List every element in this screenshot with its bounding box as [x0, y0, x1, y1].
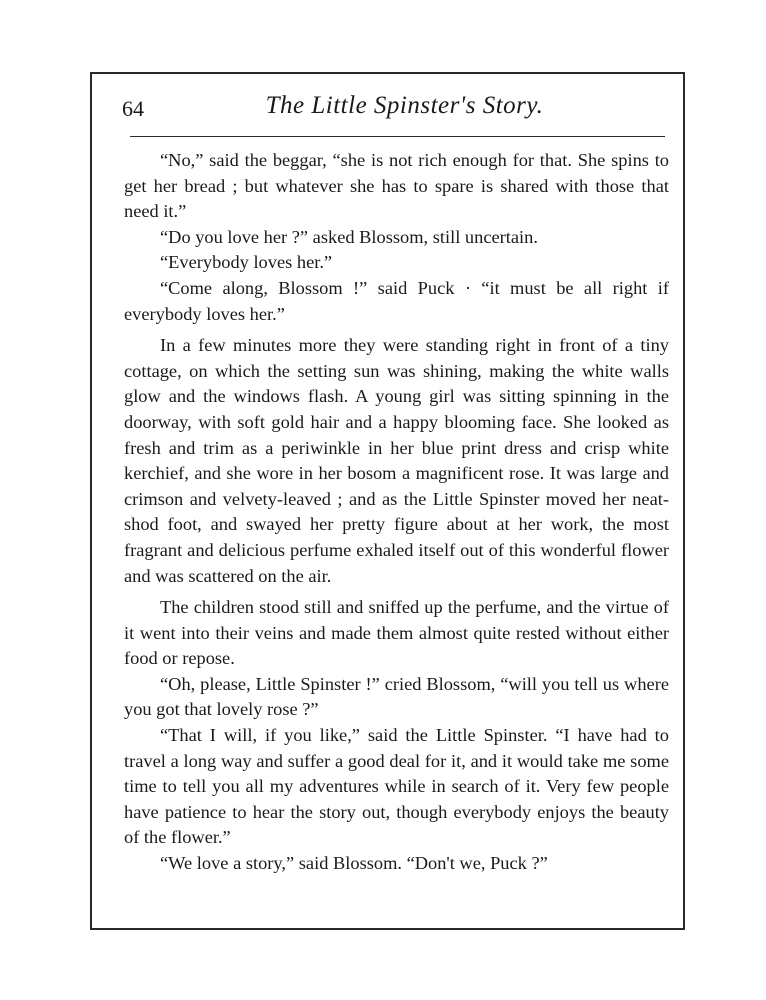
- body-text: [124, 148, 669, 877]
- paragraph: “Come along, Blossom !” said Puck · “it must be all right if everybody loves her.”: [124, 277, 669, 324]
- page-header: [122, 92, 657, 132]
- page-number: 64: [122, 96, 144, 121]
- paragraph: In a few minutes more they were standing right in front of a tiny cottage, on which the setting sun was shining, making the white walls glow and the windows flash. A young girl was sitting spinning in the doorway, with soft gold hair and a happy blooming face. She looked as fresh and trim as a periwinkle in her blue print dress and crisp white kerchief, and she wore in her bosom a magnificent rose. It was large and crimson and velvety-leaved ; and as the Little Spinster moved her neat-shod foot, and swayed her pretty figure about at her work, the most fragrant and delicious perfume exhaled itself out of this wonderful flower and was scattered on the air.: [124, 335, 669, 586]
- header-rule: [130, 136, 665, 137]
- page-frame: [90, 72, 685, 930]
- paragraph: “Do you love her ?” asked Blossom, still uncertain.: [160, 226, 538, 247]
- paragraph: “Oh, please, Little Spinster !” cried Blossom, “will you tell us where you got that lovely rose ?”: [124, 673, 669, 720]
- paragraph: “We love a story,” said Blossom. “Don't we, Puck ?”: [160, 853, 548, 874]
- paragraph: “No,” said the beggar, “she is not rich enough for that. She spins to get her bread ; but whatever she has to spare is shared with those that need it.”: [124, 150, 669, 222]
- running-title: The Little Spinster's Story.: [265, 92, 544, 119]
- paragraph: “Everybody loves her.”: [160, 252, 333, 273]
- paragraph: The children stood still and sniffed up the perfume, and the virtue of it went into their veins and made them almost quite rested without either food or repose.: [124, 597, 669, 669]
- paragraph: “That I will, if you like,” said the Little Spinster. “I have had to travel a long way and suffer a good deal for it, and it would take me some time to tell you all my adventures while in search of it. Very few people have patience to hear the story out, though everybody enjoys the beauty of the flower.”: [124, 725, 669, 848]
